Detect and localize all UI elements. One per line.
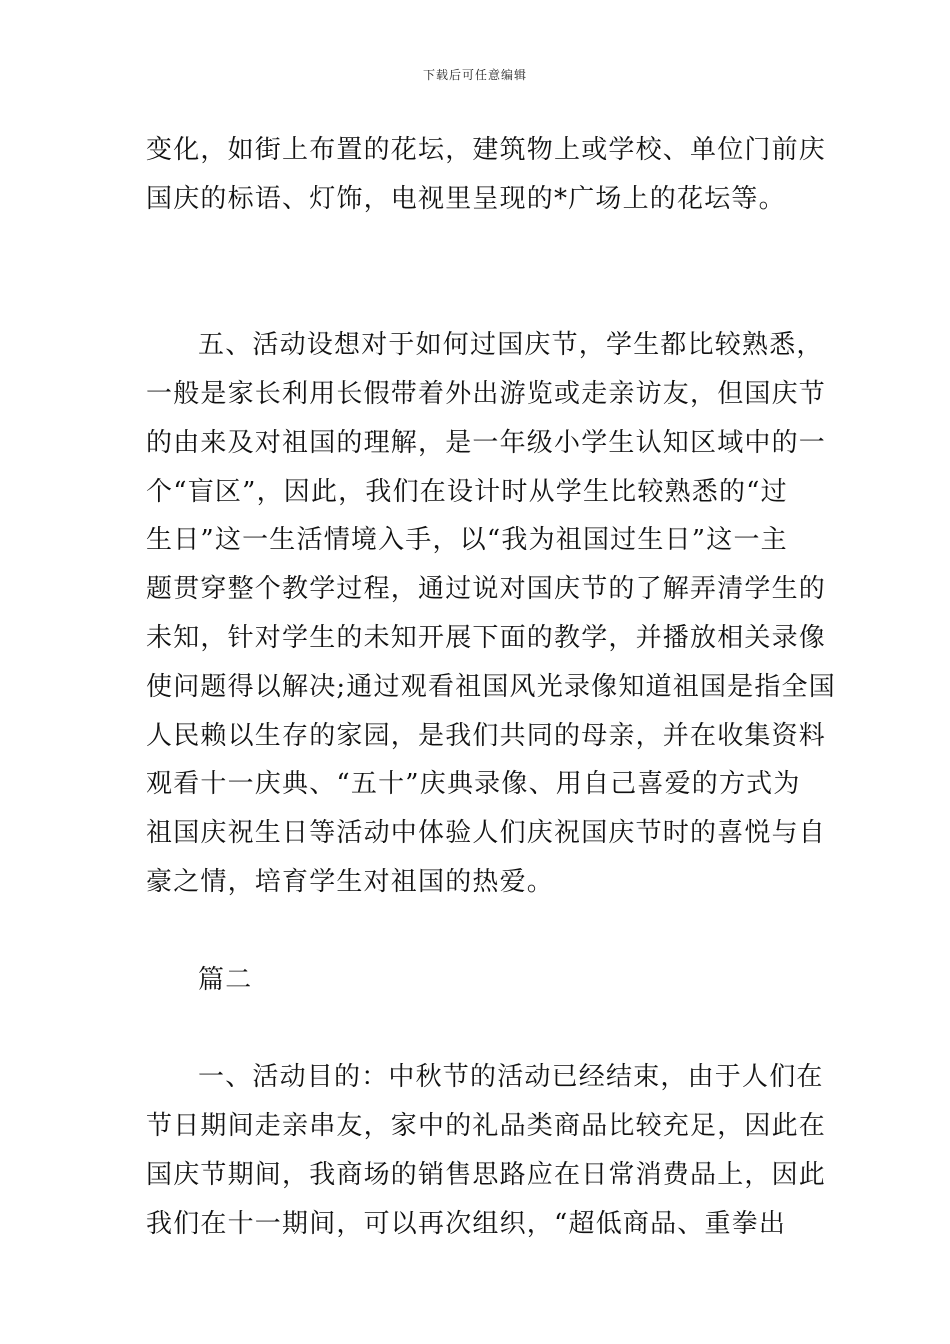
document-body xyxy=(146,126,836,1248)
text-line: 观看十一庆典、“五十”庆典录像、用自己喜爱的方式为 xyxy=(146,769,801,800)
text-line: 一般是家长利用长假带着外出游览或走亲访友，但国庆节 xyxy=(146,378,827,409)
text-line: 节日期间走亲串友，家中的礼品类商品比较充足，因此在 xyxy=(146,1110,827,1141)
text-line: 的由来及对祖国的理解，是一年级小学生认知区域中的一 xyxy=(146,427,827,458)
paragraph-1 xyxy=(146,126,827,224)
text-line: 使问题得以解决;通过观看祖国风光录像知道祖国是指全国 xyxy=(146,671,836,702)
text-line: 个“盲区”，因此，我们在设计时从学生比较熟悉的“过 xyxy=(146,476,788,507)
paragraph-spacer xyxy=(146,224,810,273)
section-heading: 篇二 xyxy=(198,964,253,995)
text-line: 未知，针对学生的未知开展下面的教学，并播放相关录像 xyxy=(146,622,827,653)
paragraph-2 xyxy=(146,321,836,907)
paragraph-spacer xyxy=(146,907,810,956)
text-line: 国庆的标语、灯饰，电视里呈现的*广场上的花坛等。 xyxy=(146,183,786,214)
text-line: 人民赖以生存的家园，是我们共同的母亲，并在收集资料 xyxy=(146,720,827,751)
text-line: 一、活动目的：中秋节的活动已经结束，由于人们在 xyxy=(198,1062,824,1093)
text-line: 我们在十一期间，可以再次组织，“超低商品、重拳出 xyxy=(146,1208,787,1239)
paragraph-spacer xyxy=(146,272,810,321)
text-line: 国庆节期间，我商场的销售思路应在日常消费品上，因此 xyxy=(146,1159,827,1190)
text-line: 五、活动设想对于如何过国庆节，学生都比较熟悉， xyxy=(198,330,824,361)
paragraph-3 xyxy=(146,1053,827,1248)
download-note: 下载后可任意编辑 xyxy=(422,68,527,82)
text-line: 豪之情，培育学生对祖国的热爱。 xyxy=(146,866,555,897)
text-line: 题贯穿整个教学过程，通过说对国庆节的了解弄清学生的 xyxy=(146,574,827,605)
text-line: 变化，如街上布置的花坛，建筑物上或学校、单位门前庆 xyxy=(146,135,827,165)
text-line: 祖国庆祝生日等活动中体验人们庆祝国庆节时的喜悦与自 xyxy=(146,818,827,849)
text-line: 生日”这一生活情境入手，以“我为祖国过生日”这一主 xyxy=(146,525,788,556)
paragraph-spacer xyxy=(146,1004,810,1053)
